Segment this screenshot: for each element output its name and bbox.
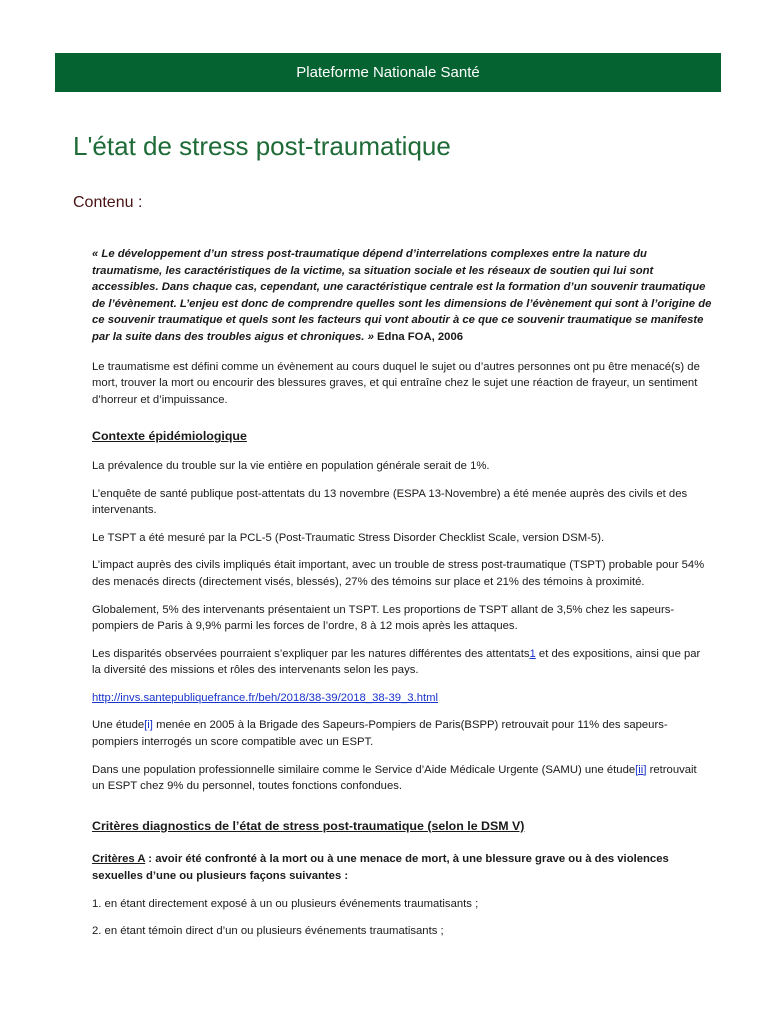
paragraph-pcl5: Le TSPT a été mesuré par la PCL-5 (Post-Traumatic Stress Disorder Checklist Scale, version DSM-5). — [92, 531, 605, 544]
intro-paragraph: Le traumatisme est défini comme un évènement au cours duquel le sujet ou d’autres personnes ont pu être menacé(s) de mort, trouver la mort ou encourir des blessures graves, et qui entraîne chez le sujet une réaction de frayeur, un sentiment d’horreur et d’impuissance. — [92, 360, 700, 406]
paragraph-intervenants: Globalement, 5% des intervenants présentaient un TSPT. Les proportions de TSPT allant de 3,5% chez les sapeurs-pompiers de Paris à 9,9% parmi les forces de l’ordre, 8 à 12 mois après les attaques. — [92, 603, 675, 633]
content-heading: Contenu : — [73, 194, 143, 211]
text-segment: menée en 2005 à la Brigade des Sapeurs-Pompiers de Paris(BSPP) retrouvait pour 11% des sapeurs-pompiers interrogés un score compatible avec un ESPT. — [92, 719, 668, 749]
section-heading-criteria: Critères diagnostics de l’état de stress post-traumatique (selon le DSM V) — [92, 818, 525, 833]
article-body — [92, 246, 712, 951]
section-heading-epidemiology: Contexte épidémiologique — [92, 429, 247, 444]
criteria-item-2: 2. en étant témoin direct d’un ou plusieurs événements traumatisants ; — [92, 925, 444, 938]
epigraph-quote — [92, 246, 712, 346]
text-segment: retrouvait un ESPT chez 9% du personnel, toutes fonctions confondues. — [92, 763, 697, 793]
page-title: L'état de stress post-traumatique — [73, 131, 451, 161]
source-link-paragraph — [92, 690, 712, 707]
paragraph-civil-impact: L’impact auprès des civils impliqués était important, avec un trouble de stress post-traumatique (TSPT) probable pour 54% des menacés directs (directement visés, blessés), 27% des témoins sur place et 21% des témoins à proximité. — [92, 559, 705, 588]
paragraph-bspp-study — [92, 717, 712, 750]
criteria-a-label: Critères A — [92, 853, 146, 866]
text-segment: Dans une population professionnelle similaire comme le Service d’Aide Médicale Urgente (SAMU) une étude — [92, 763, 636, 776]
footnote-link-1[interactable]: 1 — [529, 647, 536, 660]
source-url-link[interactable]: http://invs.santepubliquefrance.fr/beh/2018/38-39/2018_38-39_3.html — [92, 691, 439, 704]
quote-author: Edna FOA, 2006 — [377, 330, 464, 343]
criteria-a — [92, 851, 712, 884]
text-segment: Les disparités observées pourraient s’expliquer par les natures différentes des attentats — [92, 647, 530, 660]
criteria-item-1: 1. en étant directement exposé à un ou plusieurs événements traumatisants ; — [92, 897, 479, 910]
paragraph-espa-survey: L’enquête de santé publique post-attentats du 13 novembre (ESPA 13-Novembre) a été menée auprès des civils et des intervenants. — [92, 487, 688, 517]
text-segment: et des expositions, ainsi que par la diversité des missions et rôles des intervenants selon les pays. — [92, 647, 701, 677]
site-banner — [55, 53, 721, 92]
text-segment: Une étude — [92, 719, 145, 732]
footnote-link-i[interactable]: [i] — [144, 719, 153, 732]
paragraph-prevalence: La prévalence du trouble sur la vie entière en population générale serait de 1%. — [92, 459, 490, 472]
quote-text: « Le développement d’un stress post-traumatique dépend d’interrelations complexes entre la nature du traumatisme, les caractéristiques de la victime, sa situation sociale et les réseaux de soutien qui lui sont accessibles. Dans chaque cas, cependant, une caractéristique centrale est la formation d’un souvenir traumatique de l’évènement. L’enjeu est donc de comprendre quelles sont les dimensions de l’évènement qui sont à l’origine de ce souvenir traumatique et quels sont les facteurs qui vont aboutir à ce que ce souvenir traumatique se manifeste par la suite dans des troubles aigus et chroniques. » — [92, 248, 712, 343]
banner-title: Plateforme Nationale Santé — [296, 64, 480, 81]
paragraph-samu-study — [92, 762, 712, 795]
footnote-link-ii[interactable]: [ii] — [635, 763, 647, 776]
paragraph-disparities — [92, 646, 712, 679]
criteria-a-text: : avoir été confronté à la mort ou à une menace de mort, à une blessure grave ou à des violences sexuelles d’une ou plusieurs façons suivantes : — [92, 853, 669, 883]
